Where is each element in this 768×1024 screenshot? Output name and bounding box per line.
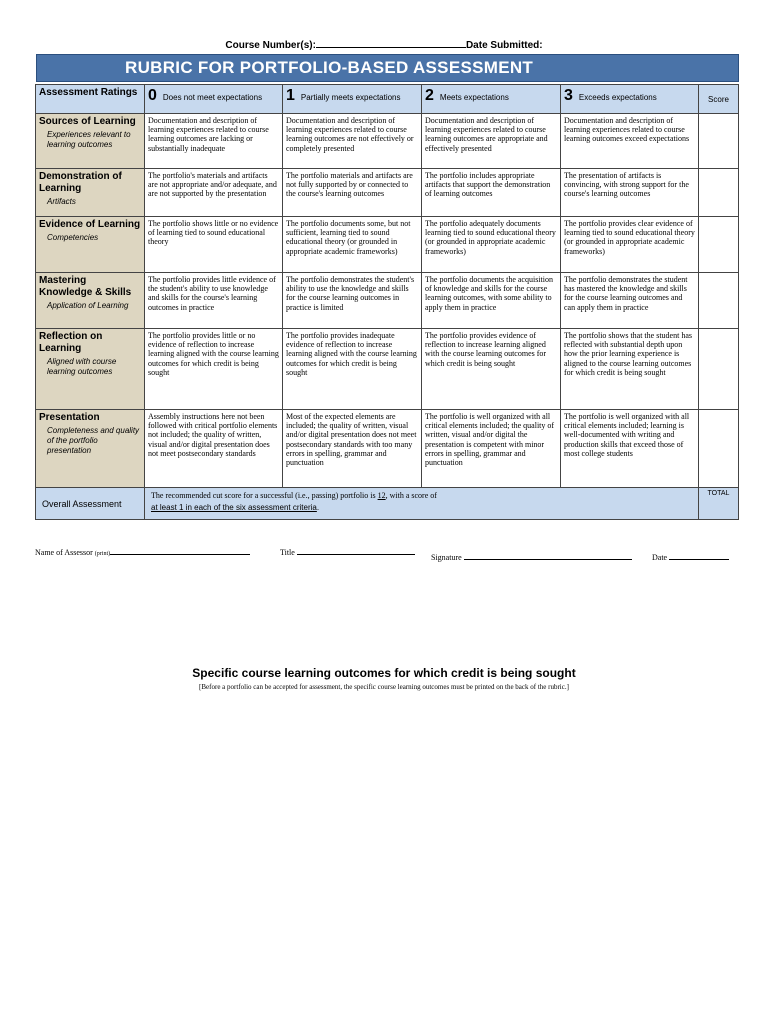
rubric-cell: The portfolio documents the acquisition of knowledge and skills for the course learning outcomes, with some ability to apply them in practice: [422, 273, 561, 329]
criterion-presentation: Presentation Completeness and quality of the portfolio presentation: [36, 410, 145, 488]
rubric-cell: The portfolio provides clear evidence of learning tied to sound educational theory (or grounded in appropriate academic frameworks): [561, 217, 699, 273]
level-1-header: 1 Partially meets expectations: [283, 85, 422, 114]
criterion-mastering-knowledge-skills: Mastering Knowledge & Skills Application of Learning: [36, 273, 145, 329]
total-label: TOTAL: [707, 490, 730, 497]
criteria-requirement: at least 1 in each of the six assessment criteria: [151, 503, 317, 512]
rubric-cell: The portfolio is well organized with all critical elements included; learning is well-documented with writing and production skills that exceed those of most college students: [561, 410, 699, 488]
score-cell[interactable]: [699, 410, 739, 488]
overall-assessment-row: [36, 488, 739, 520]
rubric-cell: The portfolio provides little evidence of the student's ability to use knowledge and skills for the course's learning outcomes in practice: [145, 273, 283, 329]
rubric-cell: The portfolio demonstrates the student's ability to use the knowledge and skills for the course learning outcomes in practice is limited: [283, 273, 422, 329]
date-submitted-label: Date Submitted:: [465, 40, 543, 51]
rubric-cell: Documentation and description of learning experiences related to course learning outcomes are not effectively or completely presented: [283, 114, 422, 169]
rubric-cell: The portfolio demonstrates the student has mastered the knowledge and skills for the course learning outcomes and can apply them in practice: [561, 273, 699, 329]
criterion-evidence-of-learning: Evidence of Learning Competencies: [36, 217, 145, 273]
outcomes-title: Specific course learning outcomes for which credit is being sought: [192, 666, 576, 680]
assessor-name-field[interactable]: [110, 547, 250, 555]
table-row: [36, 329, 739, 410]
rubric-cell: Documentation and description of learning experiences related to course learning outcomes are appropriate and effectively presented: [422, 114, 561, 169]
rubric-cell: The portfolio provides little or no evidence of reflection to increase learning aligned with the course learning outcomes for which credit is being sought: [145, 329, 283, 410]
table-row: [36, 114, 739, 169]
overall-assessment-label: Overall Assessment: [36, 488, 145, 520]
rubric-title-bar: [36, 54, 739, 82]
rubric-cell: The portfolio materials and artifacts are not fully supported by or connected to the course's learning outcomes: [283, 169, 422, 217]
outcomes-note: [Before a portfolio can be accepted for assessment, the specific course learning outcomes must be printed on the back of the rubric.]: [199, 683, 569, 691]
table-row: [36, 273, 739, 329]
level-0-header: 0 Does not meet expectations: [145, 85, 283, 114]
level-2-header: 2 Meets expectations: [422, 85, 561, 114]
score-cell[interactable]: [699, 273, 739, 329]
assessor-title-group: Title: [280, 547, 415, 557]
score-header: Score: [699, 85, 739, 114]
date-group: Date: [652, 552, 729, 562]
score-cell[interactable]: [699, 217, 739, 273]
rubric-cell: The portfolio provides inadequate evidence of reflection to increase learning aligned with the course learning outcomes for which credit is being sought: [283, 329, 422, 410]
signature-group: Signature: [431, 552, 632, 562]
rubric-cell: Most of the expected elements are included; the quality of written, visual and/or digital presentation does not meet postsecondary standards with too many errors in spelling, grammar and punctuation: [283, 410, 422, 488]
level-3-header: 3 Exceeds expectations: [561, 85, 699, 114]
score-cell[interactable]: [699, 169, 739, 217]
rubric-cell: The portfolio's materials and artifacts are not appropriate and/or adequate, and are not supported by the presentation: [145, 169, 283, 217]
rubric-cell: The portfolio includes appropriate artifacts that support the demonstration of learning outcomes: [422, 169, 561, 217]
rubric-cell: The presentation of artifacts is convincing, with strong support for the course's learning outcomes: [561, 169, 699, 217]
assessment-ratings-header: Assessment Ratings: [36, 85, 145, 114]
overall-assessment-text: The recommended cut score for a successful (i.e., passing) portfolio is 12, with a score of at least 1 in each of the six assessment criteria.: [145, 488, 699, 520]
table-header-row: [36, 85, 739, 114]
assessor-title-field[interactable]: [297, 547, 415, 555]
table-row: [36, 169, 739, 217]
course-date-line: [0, 38, 768, 51]
rubric-cell: The portfolio shows little or no evidence of learning tied to sound educational theory: [145, 217, 283, 273]
rubric-table: [35, 84, 739, 520]
table-row: [36, 217, 739, 273]
criterion-sources-of-learning: Sources of Learning Experiences relevant to learning outcomes: [36, 114, 145, 169]
criterion-reflection-on-learning: Reflection on Learning Aligned with course learning outcomes: [36, 329, 145, 410]
signature-field[interactable]: [464, 552, 632, 560]
score-cell[interactable]: [699, 114, 739, 169]
course-number-field[interactable]: [316, 38, 466, 48]
total-score-cell[interactable]: [699, 488, 739, 520]
date-field[interactable]: [669, 552, 729, 560]
score-cell[interactable]: [699, 329, 739, 410]
assessor-name-group: Name of Assessor (print): [35, 547, 250, 557]
criterion-demonstration-of-learning: Demonstration of Learning Artifacts: [36, 169, 145, 217]
rubric-cell: Documentation and description of learning experiences related to course learning outcomes are lacking or substantially inadequate: [145, 114, 283, 169]
rubric-title: RUBRIC FOR PORTFOLIO-BASED ASSESSMENT: [125, 58, 534, 77]
rubric-cell: The portfolio shows that the student has reflected with substantial depth upon how the prior learning experience is aligned to the course learning outcomes for which credit is being sought: [561, 329, 699, 410]
rubric-cell: The portfolio documents some, but not sufficient, learning tied to sound educational theory (or grounded in appropriate academic frameworks): [283, 217, 422, 273]
course-number-label: Course Number(s):: [225, 40, 316, 51]
table-row: [36, 410, 739, 488]
rubric-cell: The portfolio provides evidence of reflection to increase learning aligned with the course learning outcomes for which credit is being sought: [422, 329, 561, 410]
cut-score: 12: [377, 491, 386, 500]
rubric-cell: The portfolio is well organized with all critical elements included; the quality of written, visual and/or digital the presentation is competent with minor errors in spelling, grammar and punctuation: [422, 410, 561, 488]
rubric-cell: Assembly instructions here not been followed with critical portfolio elements not included; the quality of written, visual and/or digital presentation does not meet postsecondary standards: [145, 410, 283, 488]
rubric-cell: Documentation and description of learning experiences related to course learning outcomes exceed expectations: [561, 114, 699, 169]
rubric-cell: The portfolio adequately documents learning tied to sound educational theory (or grounded in appropriate academic frameworks): [422, 217, 561, 273]
